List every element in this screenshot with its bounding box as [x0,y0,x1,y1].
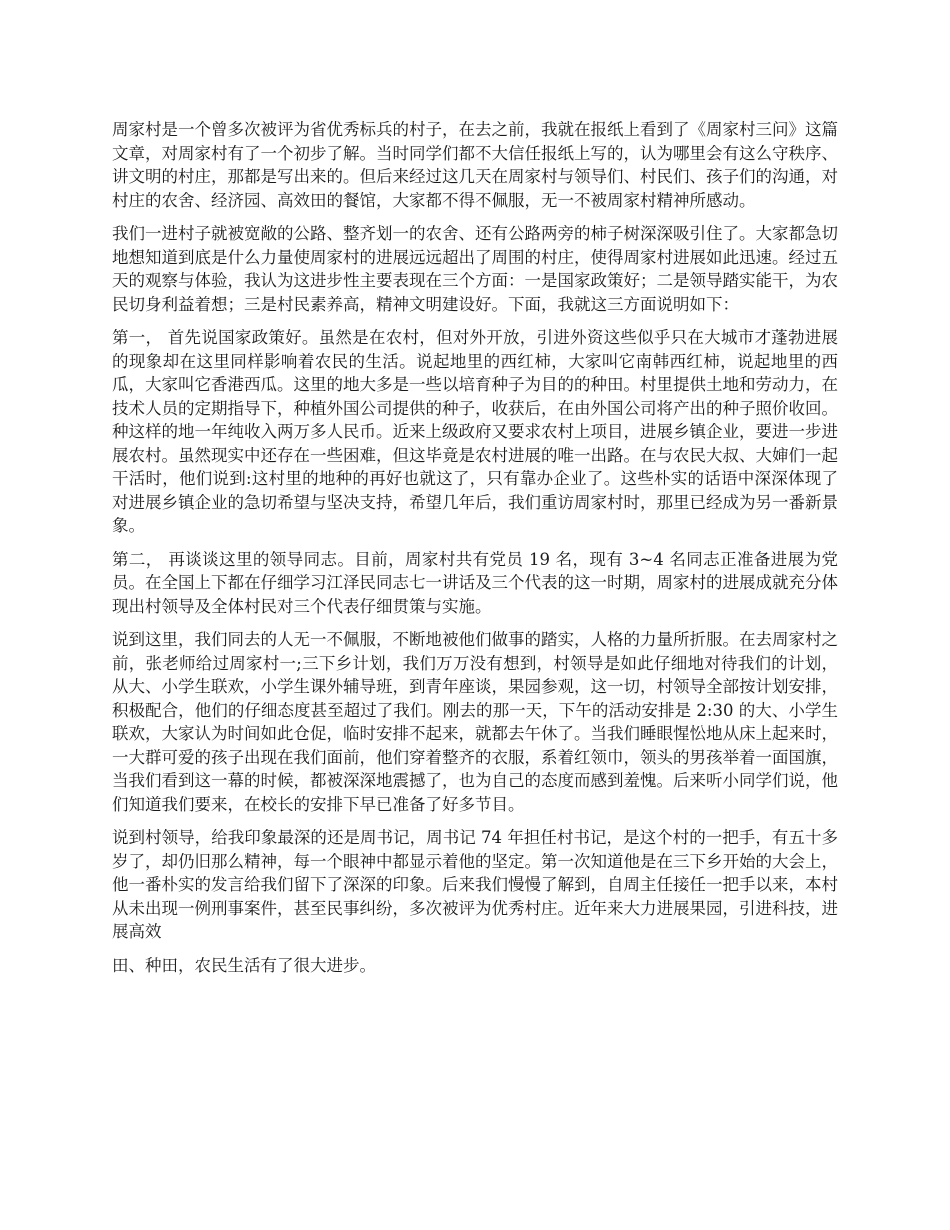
paragraph-first-impression: 我们一进村子就被宽敞的公路、整齐划一的农舍、还有公路两旁的柿子树深深吸引住了。大家都急切地想知道到底是什么力量使周家村的进展远远超出了周围的村庄，使得周家村进展如此迅速。经过五天的观察与体验，我认为这进步性主要表现在三个方面：一是国家政策好；二是领导踏实能干，为农民切身利益着想；三是村民素养高，精神文明建设好。下面，我就这三方面说明如下： [112,224,838,314]
paragraph-policy: 第一， 首先说国家政策好。虽然是在农村，但对外开放，引进外资这些似乎只在大城市才蓬勃进展的现象却在这里同样影响着农民的生活。说起地里的西红柿，大家叫它南韩西红柿，说起地里的西瓜，大家叫它香港西瓜。这里的地大多是一些以培育种子为目的的种田。村里提供土地和劳动力，在技术人员的定期指导下，种植外国公司提供的种子，收获后，在由外国公司将产出的种子照价收回。种这样的地一年纯收入两万多人民币。近来上级政府又要求农村上项目，进展乡镇企业，要进一步进展农村。虽然现实中还存在一些困难，但这毕竟是农村进展的唯一出路。在与农民大叔、大婶们一起干活时，他们说到:这村里的地种的再好也就这了，只有靠办企业了。这些朴实的话语中深深体现了对进展乡镇企业的急切希望与坚决支持，希望几年后，我们重访周家村时，那里已经成为另一番新景象。 [112,328,838,535]
paragraph-admiration: 说到这里，我们同去的人无一不佩服，不断地被他们做事的踏实，人格的力量所折服。在去周家村之前，张老师给过周家村一;三下乡计划，我们万万没有想到，村领导是如此仔细地对待我们的计划，从大、小学生联欢，小学生课外辅导班，到青年座谈，果园参观，这一切，村领导全部按计划安排，积极配合，他们的仔细态度甚至超过了我们。刚去的那一天，下午的活动安排是 2:30 的大、小学生联欢，大家认为时间如此仓促，临时安排不起来，就都去午休了。当我们睡眼惺忪地从床上起来时，一大群可爱的孩子出现在我们面前，他们穿着整齐的衣服，系着红领巾，领头的男孩举着一面国旗，当我们看到这一幕的时候，都被深深地震撼了，也为自己的态度而感到羞愧。后来听小同学们说，他们知道我们要来，在校长的安排下早已准备了好多节目。 [112,630,838,814]
paragraph-leadership: 第二， 再谈谈这里的领导同志。目前，周家村共有党员 19 名，现有 3~4 名同志正准备进展为党员。在全国上下都在仔细学习江泽民同志七一讲话及三个代表的这一时期，周家村的进展成就充分体现出村领导及全体村民对三个代表仔细贯策与实施。 [112,549,838,616]
document-page [112,118,838,987]
paragraph-closing: 田、种田，农民生活有了很大进步。 [112,955,376,975]
paragraph-secretary: 说到村领导，给我印象最深的还是周书记，周书记 74 年担任村书记，是这个村的一把手，有五十多岁了，却仍旧那么精神，每一个眼神中都显示着他的坚定。第一次知道他是在三下乡开始的大会上，他一番朴实的发言给我们留下了深深的印象。后来我们慢慢了解到，自周主任接任一把手以来，本村从未出现一例刑事案件，甚至民事纠纷，多次被评为优秀村庄。近年来大力进展果园，引进科技，进展高效 [112,828,838,941]
paragraph-intro: 周家村是一个曾多次被评为省优秀标兵的村子，在去之前，我就在报纸上看到了《周家村三问》这篇文章，对周家村有了一个初步了解。当时同学们都不大信任报纸上写的，认为哪里会有这么守秩序、讲文明的村庄，那都是写出来的。但后来经过这几天在周家村与领导们、村民们、孩子们的沟通，对村庄的农舍、经济园、高效田的餐馆，大家都不得不佩服，无一不被周家村精神所感动。 [112,120,838,210]
